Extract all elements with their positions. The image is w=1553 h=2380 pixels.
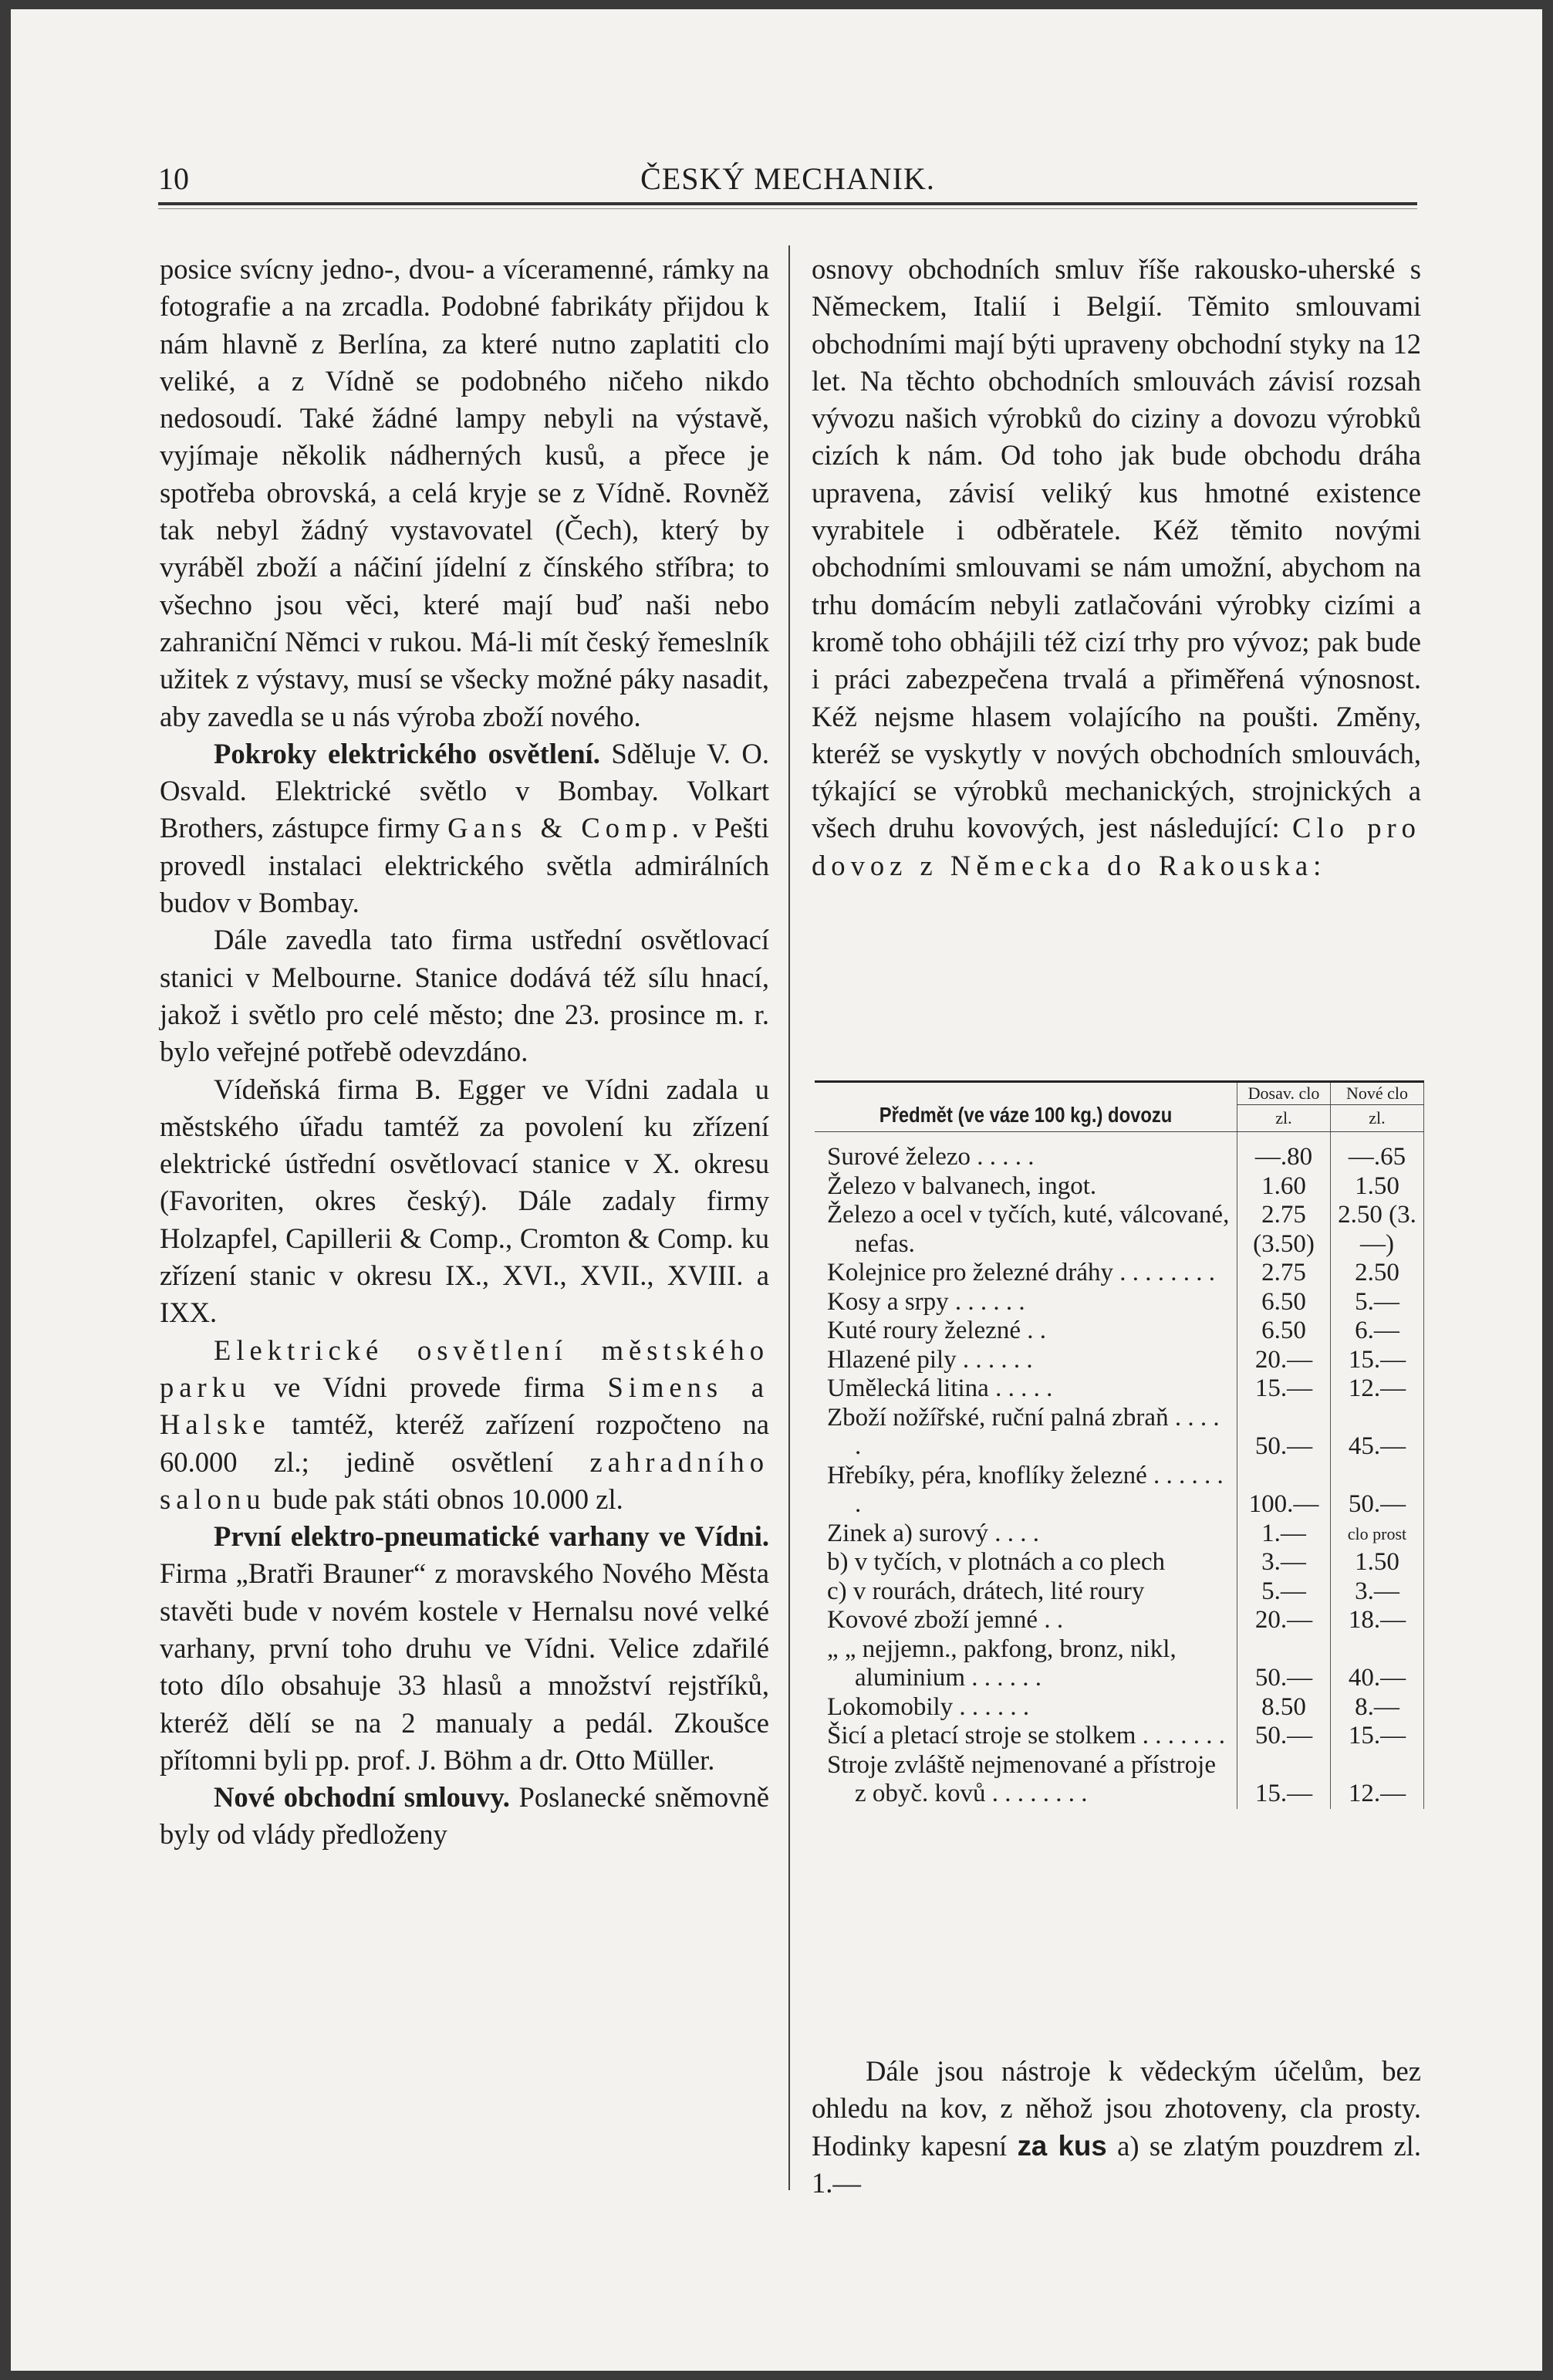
tariff-table-grid <box>815 1083 1424 1809</box>
paragraph-trade-treaties <box>160 1779 769 1854</box>
section-electric-lighting <box>160 735 769 921</box>
cell-item: Zinek a) surový . . . . <box>827 1519 1039 1547</box>
spaced-gans-comp: Gans & Comp. <box>447 812 684 844</box>
right-column <box>812 251 1421 884</box>
table-row <box>815 1722 1424 1751</box>
table-row <box>815 1635 1424 1693</box>
cell-old-duty: —.80 <box>1237 1143 1331 1172</box>
table-row <box>815 1172 1424 1202</box>
cell-new-duty: 45.— <box>1331 1404 1424 1462</box>
cell-item: Hlazené pily . . . . . . <box>827 1345 1033 1374</box>
cell-new-duty: 6.— <box>1331 1317 1424 1346</box>
heading-trade-treaties: Nové obchodní smlouvy. <box>214 1781 510 1814</box>
paragraph-instruments <box>812 2053 1421 2202</box>
bold-per-piece: za kus <box>1017 2129 1107 2162</box>
cell-old-duty: 5.— <box>1237 1577 1331 1607</box>
unit-new: zl. <box>1331 1105 1424 1132</box>
cell-old-duty: 1.60 <box>1237 1172 1331 1202</box>
cell-item: Hřebíky, péra, knoflíky železné . . . . . . . <box>827 1461 1224 1518</box>
cell-old-duty: 2.75 (3.50) <box>1237 1201 1331 1259</box>
table-row <box>815 1374 1424 1404</box>
text-trade-treaties: Poslanecké sněmovně byly od vlády předloženy <box>160 1781 769 1851</box>
text-pest-installation: v Pešti provedl instalaci elektrického světla admirálních budov v Bombay. <box>160 812 769 919</box>
table-row <box>815 1201 1424 1259</box>
tariff-table <box>815 1080 1424 1809</box>
paragraph-park-lighting <box>160 1332 769 1518</box>
left-column <box>160 251 769 1854</box>
cell-new-duty: 12.— <box>1331 1374 1424 1404</box>
cell-new-duty: 1.50 <box>1331 1548 1424 1577</box>
cell-new-duty: 40.— <box>1331 1635 1424 1693</box>
header-rule-thin <box>158 208 1417 209</box>
cell-old-duty: 50.— <box>1237 1722 1331 1751</box>
cell-new-duty: 12.— <box>1331 1751 1424 1809</box>
text-park-b: tamtéž, kteréž zařízení rozpočteno na 60.000 zl.; jedině osvětlení <box>160 1408 769 1478</box>
cell-item: Stroje zvláště nejmenované a přístroje z obyč. kovů . . . . . . . . <box>827 1750 1216 1807</box>
cell-new-duty: 3.— <box>1331 1577 1424 1607</box>
cell-item: Surové železo . . . . . <box>827 1143 1035 1171</box>
cell-old-duty: 50.— <box>1237 1404 1331 1462</box>
cell-old-duty: 20.— <box>1237 1346 1331 1375</box>
paragraph-egger: Vídeňská firma B. Egger ve Vídni zadala u městského úřadu tamtéž za povolení ku zřízení elektrické ústřední osvětlovací stanice v X. okresu (Favoriten, okres český). Dále zadaly firmy Holzapfel, Capillerii & Comp., Cromton & Comp. ku zřízení stanic v okresu IX., XVI., XVII., XVIII. a IXX. <box>160 1073 769 1329</box>
spaced-park-lighting: Elektrické osvětlení městského parku <box>160 1334 769 1403</box>
table-row <box>815 1462 1424 1520</box>
running-title: ČESKÝ MECHANIK. <box>640 161 935 196</box>
cell-new-duty: 18.— <box>1331 1606 1424 1635</box>
cell-old-duty: 100.— <box>1237 1462 1331 1520</box>
paragraph-organ <box>160 1518 769 1779</box>
column-header-new: Nové clo <box>1331 1083 1424 1105</box>
header-rule <box>158 202 1417 205</box>
cell-old-duty: 6.50 <box>1237 1317 1331 1346</box>
cell-item: Kolejnice pro železné dráhy . . . . . . . . <box>827 1259 1216 1286</box>
cell-new-duty: 2.50 <box>1331 1259 1424 1288</box>
table-body <box>815 1132 1424 1809</box>
text-instruments-b: a) se zlatým pouzdrem zl. 1.— <box>812 2129 1421 2199</box>
cell-item: Zboží nožířské, ruční palná zbraň . . . . . <box>827 1403 1220 1460</box>
column-header-item: Předmět (ve váze 100 kg.) dovozu <box>846 1083 1205 1132</box>
table-row <box>815 1751 1424 1809</box>
page-number: 10 <box>158 161 189 196</box>
text-park-c: bude pak státi obnos 10.000 zl. <box>272 1482 623 1515</box>
cell-item: „ „ nejjemn., pakfong, bronz, nikl, aluminium . . . . . . <box>827 1635 1177 1692</box>
cell-old-duty: 15.— <box>1237 1751 1331 1809</box>
text-instruments <box>812 2053 1421 2202</box>
heading-electric-lighting: Pokroky elektrického osvětlení. <box>214 737 600 769</box>
column-header-old: Dosav. clo <box>1237 1083 1331 1105</box>
heading-organ: První elektro-pneumatické varhany ve Vídni. <box>214 1520 769 1553</box>
spaced-duty-caption: Clo pro dovoz z Německa do Rakouska: <box>812 812 1421 881</box>
text-osvald-bombay: Sděluje V. O. Osvald. Elektrické světlo v Bombay. Volkart Brothers, zástupce firmy <box>160 737 769 844</box>
text-instruments-a: Dále jsou nástroje k vědeckým účelům, bez ohledu na kov, z něhož jsou zhotoveny, cla prosty. Hodinky kapesní <box>812 2055 1421 2162</box>
cell-item: c) v rourách, drátech, lité roury <box>827 1577 1145 1605</box>
cell-item: Lokomobily . . . . . . <box>827 1692 1030 1721</box>
table-row <box>815 1346 1424 1375</box>
cell-item: Kuté roury železné . . <box>827 1317 1047 1344</box>
cell-item: Železo a ocel v tyčích, kuté, válcované, nefas. <box>827 1201 1230 1258</box>
text-treaties-continued: osnovy obchodních smluv říše rakousko-uherské s Německem, Italií i Belgií. Těmito smlouvami obchodními mají býti upraveny obchodní styky na 12 let. Na těchto obchodních smlouvách závisí rozsah vývozu našich výrobků do ciziny a dovozu výrobků cizích k nám. Od toho jak bude obchodu dráha upravena, závisí veliký kus hmotné existence vyrabitele i odběratele. Kéž těmito novými obchodními smlouvami se nám umožní, abychom na trhu domácím nebyli zatlačováni výrobky cizími a kromě toho obhájili též cizí trhy pro vývoz; pak bude i práci zabezpečena trvalá a přiměřená výnosnost. Kéž nejsme hlasem volajícího na poušti. Změny, kteréž se vyskytly v nových obchodních smlouvách, týkající se výrobků mechanických, strojnických a všech druhu kovových, jest následující: <box>812 253 1421 844</box>
cell-old-duty: 6.50 <box>1237 1288 1331 1317</box>
cell-item: Šicí a pletací stroje se stolkem . . . . . . . <box>827 1722 1225 1750</box>
cell-old-duty: 20.— <box>1237 1606 1331 1635</box>
unit-old: zl. <box>1237 1105 1331 1132</box>
cell-old-duty: 15.— <box>1237 1374 1331 1404</box>
table-row <box>815 1606 1424 1635</box>
table-row <box>815 1520 1424 1549</box>
column-divider <box>788 245 790 2190</box>
paragraph-treaties-continued <box>812 251 1421 884</box>
table-row <box>815 1404 1424 1462</box>
spaced-garden-salon: zahradního salonu <box>160 1445 769 1515</box>
spaced-simens-halske: Simens a Halske <box>160 1371 769 1441</box>
cell-new-duty: 50.— <box>1331 1462 1424 1520</box>
table-row <box>815 1577 1424 1607</box>
cell-new-duty: clo prost <box>1331 1520 1424 1549</box>
cell-old-duty: 3.— <box>1237 1548 1331 1577</box>
cell-old-duty: 50.— <box>1237 1635 1331 1693</box>
table-row <box>815 1317 1424 1346</box>
cell-item: Železo v balvanech, ingot. <box>827 1171 1097 1200</box>
cell-new-duty: 8.— <box>1331 1693 1424 1722</box>
cell-old-duty: 2.75 <box>1237 1259 1331 1288</box>
table-row <box>815 1259 1424 1288</box>
cell-new-duty: 5.— <box>1331 1288 1424 1317</box>
cell-new-duty: 15.— <box>1331 1346 1424 1375</box>
cell-old-duty: 1.— <box>1237 1520 1331 1549</box>
cell-new-duty: —.65 <box>1331 1143 1424 1172</box>
cell-old-duty: 8.50 <box>1237 1693 1331 1722</box>
table-row <box>815 1693 1424 1722</box>
table-row <box>815 1548 1424 1577</box>
cell-item: Kosy a srpy . . . . . . <box>827 1287 1025 1316</box>
table-row <box>815 1143 1424 1172</box>
cell-new-duty: 15.— <box>1331 1722 1424 1751</box>
cell-new-duty: 1.50 <box>1331 1172 1424 1202</box>
paragraph-melbourne: Dále zavedla tato firma ustřední osvětlovací stanici v Melbourne. Stanice dodává též sílu hnací, jakož i světlo pro celé město; dne 23. prosince m. r. bylo veřejné potřebě odevzdáno. <box>160 924 769 1068</box>
cell-item: Kovové zboží jemné . . <box>827 1606 1064 1634</box>
text-organ: Firma „Bratři Brauner“ z moravského Nového Města stavěti bude v novém kostele v Hernalsu nové velké varhany, první toho druhu ve Vídni. Velice zdařilé toto dílo obsahuje 33 hlasů a množství rejstříků, kteréž dělí se na 2 manualy a pedál. Zkoušce přítomni byli pp. prof. J. Böhm a dr. Otto Müller. <box>160 1557 769 1776</box>
text-park-a: ve Vídni provede firma <box>273 1371 585 1403</box>
table-row <box>815 1288 1424 1317</box>
cell-new-duty: 2.50 (3.—) <box>1331 1201 1424 1259</box>
cell-item: Umělecká litina . . . . . <box>827 1374 1053 1402</box>
paragraph-exhibition: posice svícny jedno-, dvou- a víceramenné, rámky na fotografie a na zrcadla. Podobné fabrikáty přijdou k nám hlavně z Berlína, za které nutno zaplatiti clo veliké, a z Vídně se podobného ničeho nikdo nedosoudí. Také žádné lampy nebyli na výstavě, vyjímaje několik nádherných kusů, a přece je spotřeba obrovská, a celá kryje se z Vídně. Rovněž tak nebyl žádný vystavovatel (Čech), který by vyráběl zboží a náčiní jídelní z čínského stříbra; to všechno jsou věci, které mají buď naši nebo zahraniční Němci v rukou. Má-li mít český řemeslník užitek z výstavy, musí se všecky možné páky nasadit, aby zavedla se u nás výroba zboží nového. <box>160 253 769 732</box>
cell-item: b) v tyčích, v plotnách a co plech <box>827 1548 1166 1576</box>
page-header <box>158 161 1417 199</box>
